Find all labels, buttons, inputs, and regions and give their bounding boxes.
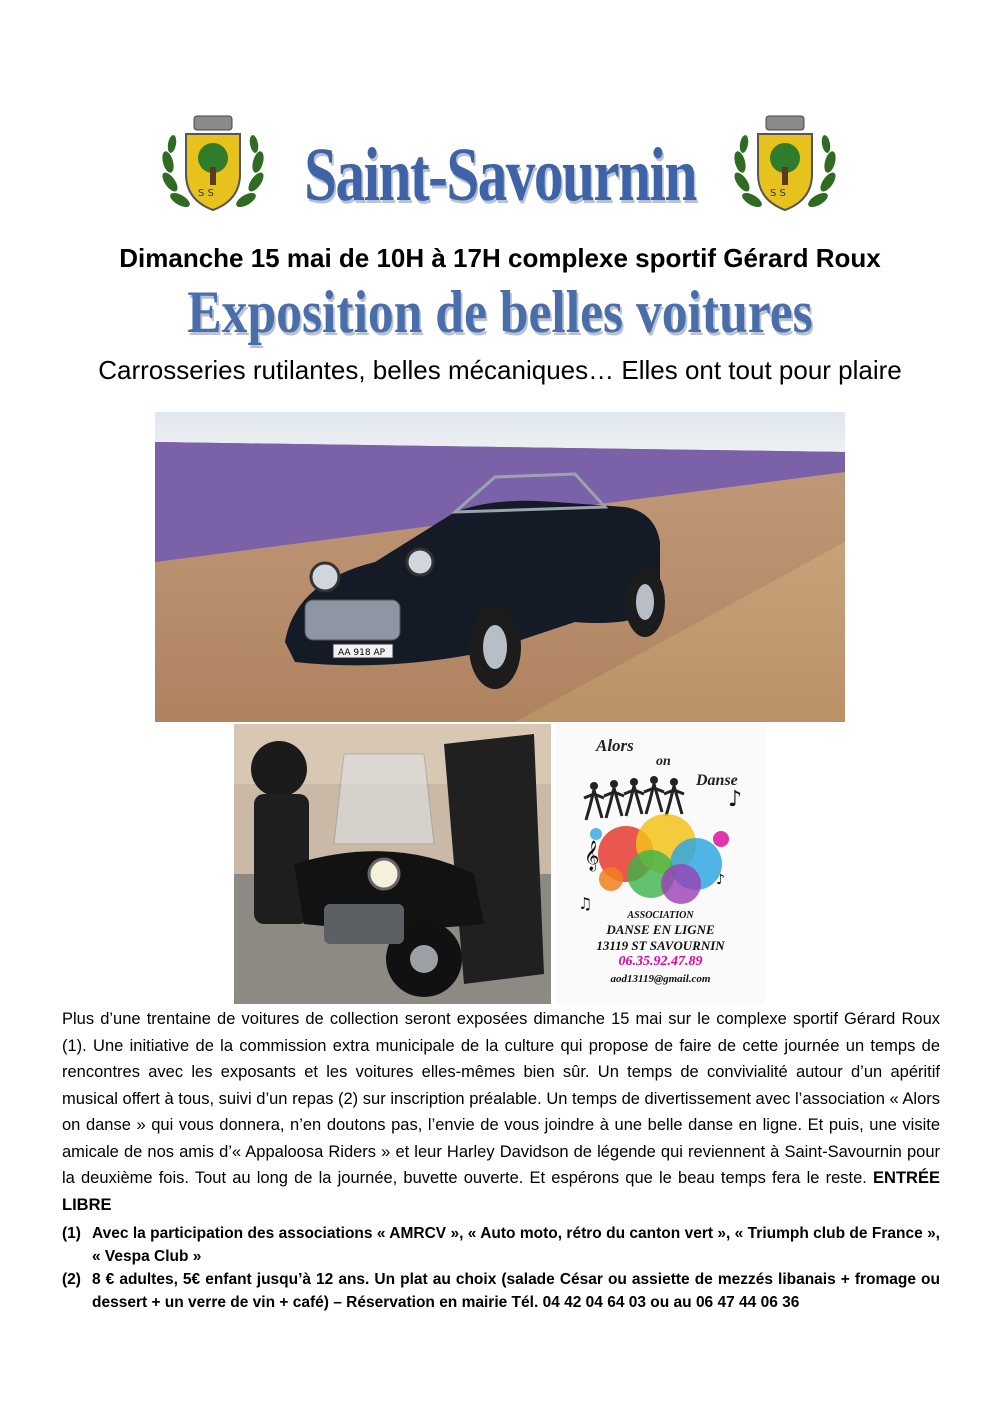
tagline: Carrosseries rutilantes, belles mécaniques… Elles ont tout pour plaire	[98, 355, 902, 385]
footnote-marker: (1)	[62, 1225, 81, 1242]
car-photo	[155, 412, 845, 722]
body-paragraph	[62, 1006, 940, 1218]
poster-association-name: DANSE EN LIGNE	[606, 922, 715, 937]
svg-text:♪: ♪	[716, 872, 725, 888]
poster-line-on: on	[656, 754, 671, 769]
footnote-text: Avec la participation des associations « AMRCV », « Auto moto, rétro du canton vert », « Triumph club de France », « Vespa Club »	[92, 1225, 940, 1265]
paint-splash	[590, 814, 729, 904]
event-title: Exposition de belles voitures	[187, 279, 813, 345]
footnote-marker: (2)	[62, 1271, 81, 1288]
body-text: Plus d’une trentaine de voitures de collection seront exposées dimanche 15 mai sur le complexe sportif Gérard Roux (1). Une initiative de la commission extra municipale de la culture qui propose de faire de cette journée un temps de rencontres avec les exposants et les voitures elles-mêmes bien sûr. Un temps de convivialité autour d’un apéritif musical offert à tous, suivi d’un repas (2) sur inscription préalable. Un temps de divertissement avec l’association « Alors on danse » qui vous donnera, n’en doutons pas, l’envie de vous joindre à une belle danse en ligne. Et puis, une visite amicale de nos amis d’« Appaloosa Riders » et leur Harley Davidson de légende qui reviennent à Saint-Savournin pour la deuxième fois. Tout au long de la journée, buvette ouverte. Et espérons que le beau temps fera le reste.	[62, 1010, 940, 1187]
footnotes	[62, 1222, 940, 1314]
crest-letters: S S	[770, 188, 786, 199]
crest-letters: S S	[198, 188, 214, 199]
dance-poster	[556, 724, 765, 1004]
footnote-item	[62, 1268, 940, 1314]
svg-text:𝄞: 𝄞	[584, 841, 600, 871]
svg-text:♫: ♫	[578, 894, 593, 913]
car-plate: AA 918 AP	[338, 648, 386, 658]
poster-email: aod13119@gmail.com	[610, 973, 711, 985]
poster-phone: 06.35.92.47.89	[618, 954, 703, 969]
event-date-line: Dimanche 15 mai de 10H à 17H complexe sportif Gérard Roux	[119, 243, 881, 273]
poster-city: 13119 ST SAVOURNIN	[596, 938, 725, 953]
poster-line-danse: Danse	[696, 772, 738, 789]
footnote-text: 8 € adultes, 5€ enfant jusqu’à 12 ans. Un plat au choix (salade César ou assiette de mezzés libanais + fromage ou dessert + un verre de vin + café) – Réservation en mairie Tél. 04 42 04 64 03 ou au 06 47 44 06 36	[92, 1271, 940, 1311]
svg-text:♪: ♪	[728, 787, 743, 812]
poster-line-alors: Alors	[596, 736, 634, 755]
entree-libre: ENTRÉE LIBRE	[62, 1169, 940, 1214]
poster-association-label: ASSOCIATION	[627, 910, 694, 921]
town-title: Saint-Savournin	[304, 133, 696, 217]
motorcycle-photo	[234, 724, 551, 1004]
footnote-item	[62, 1222, 940, 1268]
